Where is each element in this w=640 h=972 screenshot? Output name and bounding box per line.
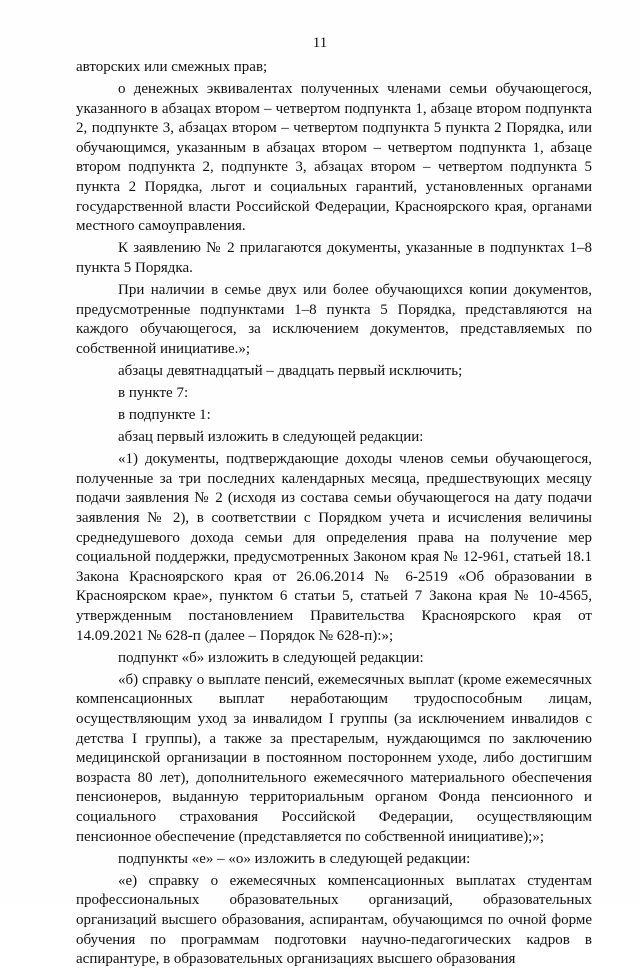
paragraph: К заявлению № 2 прилагаются документы, указанные в подпунктах 1–8 пункта 5 Порядка. [76,240,592,276]
paragraph: авторских или смежных прав; [76,59,268,75]
document-body [76,58,592,972]
paragraph: При наличии в семье двух или более обучающихся копии документов, предусмотренные подпунктами 1–8 пункта 5 Порядка, представляются на каждого обучающегося, за исключением документов, представляемых по собственной инициативе.»; [76,282,592,357]
paragraph: о денежных эквивалентах полученных членами семьи обучающегося, указанного в абзацах втором – четвертом подпункта 1, абзаце втором подпункта 2, подпункте 3, абзацах втором – четвертом подпункта 5 пункта 2 Порядка, или обучающимся, указанным в абзацах втором – четвертом подпункта 1, абзаце втором подпункта 2, подпункте 3, абзацах втором – четвертом подпункта 5 пункта 2 Порядка, льгот и социальных гарантий, установленных органами государственной власти Российской Федерации, Красноярского края, органами местного самоуправления. [76,81,592,235]
paragraph: подпункты «е» – «о» изложить в следующей редакции: [118,850,471,867]
paragraph: в пункте 7: [118,385,189,401]
paragraph: в подпункте 1: [118,407,211,424]
paragraph: абзац первый изложить в следующей редакции: [118,429,424,446]
paragraph: «б) справку о выплате пенсий, ежемесячных выплат (кроме ежемесячных компенсационных выплат неработающим трудоспособным лицам, осуществляющим уход за инвалидом I группы (за исключением инвалидов с детства I группы), а также за престарелым, нуждающимся по заключению медицинской организации в постоянном постороннем уходе, либо достигшим возраста 80 лет), дополнительного ежемесячного материального обеспечения пенсионеров, выданную территориальным органом Фонда пенсионного и социального страхования Российской Федерации, осуществляющим пенсионное обеспечение (представляется по собственной инициативе);»; [76,671,592,845]
page-number: 11 [312,35,328,51]
paragraph: «е) справку о ежемесячных компенсационных выплатах студентам профессиональных образовательных организаций, образовательных организаций высшего образования, аспирантам, обучающимся по очной форме обучения по программам подготовки научно-педагогических кадров в аспирантуре, в образовательных организациях высшего образования [76,872,592,968]
paragraph: подпункт «б» изложить в следующей редакции: [118,649,424,666]
paragraph: абзацы девятнадцатый – двадцать первый исключить; [118,362,463,379]
paragraph: «1) документы, подтверждающие доходы членов семьи обучающегося, полученные за три последних календарных месяца, предшествующих месяцу подачи заявления № 2 (исходя из состава семьи обучающегося на дату подачи заявления № 2), в соответствии с Порядком учета и исчисления величины среднедушевого дохода семьи для определения права на получение мер социальной поддержки, предусмотренных Законом края № 12-961, статьей 18.1 Закона Красноярского края от 26.06.2014 № 6-2519 «Об образовании в Красноярском крае», пунктом 6 статьи 5, статьей 7 Закона края № 10-4565, утвержденным постановлением Правительства Красноярского края от 14.09.2021 № 628-п (далее – Порядок № 628-п):»; [76,451,592,644]
